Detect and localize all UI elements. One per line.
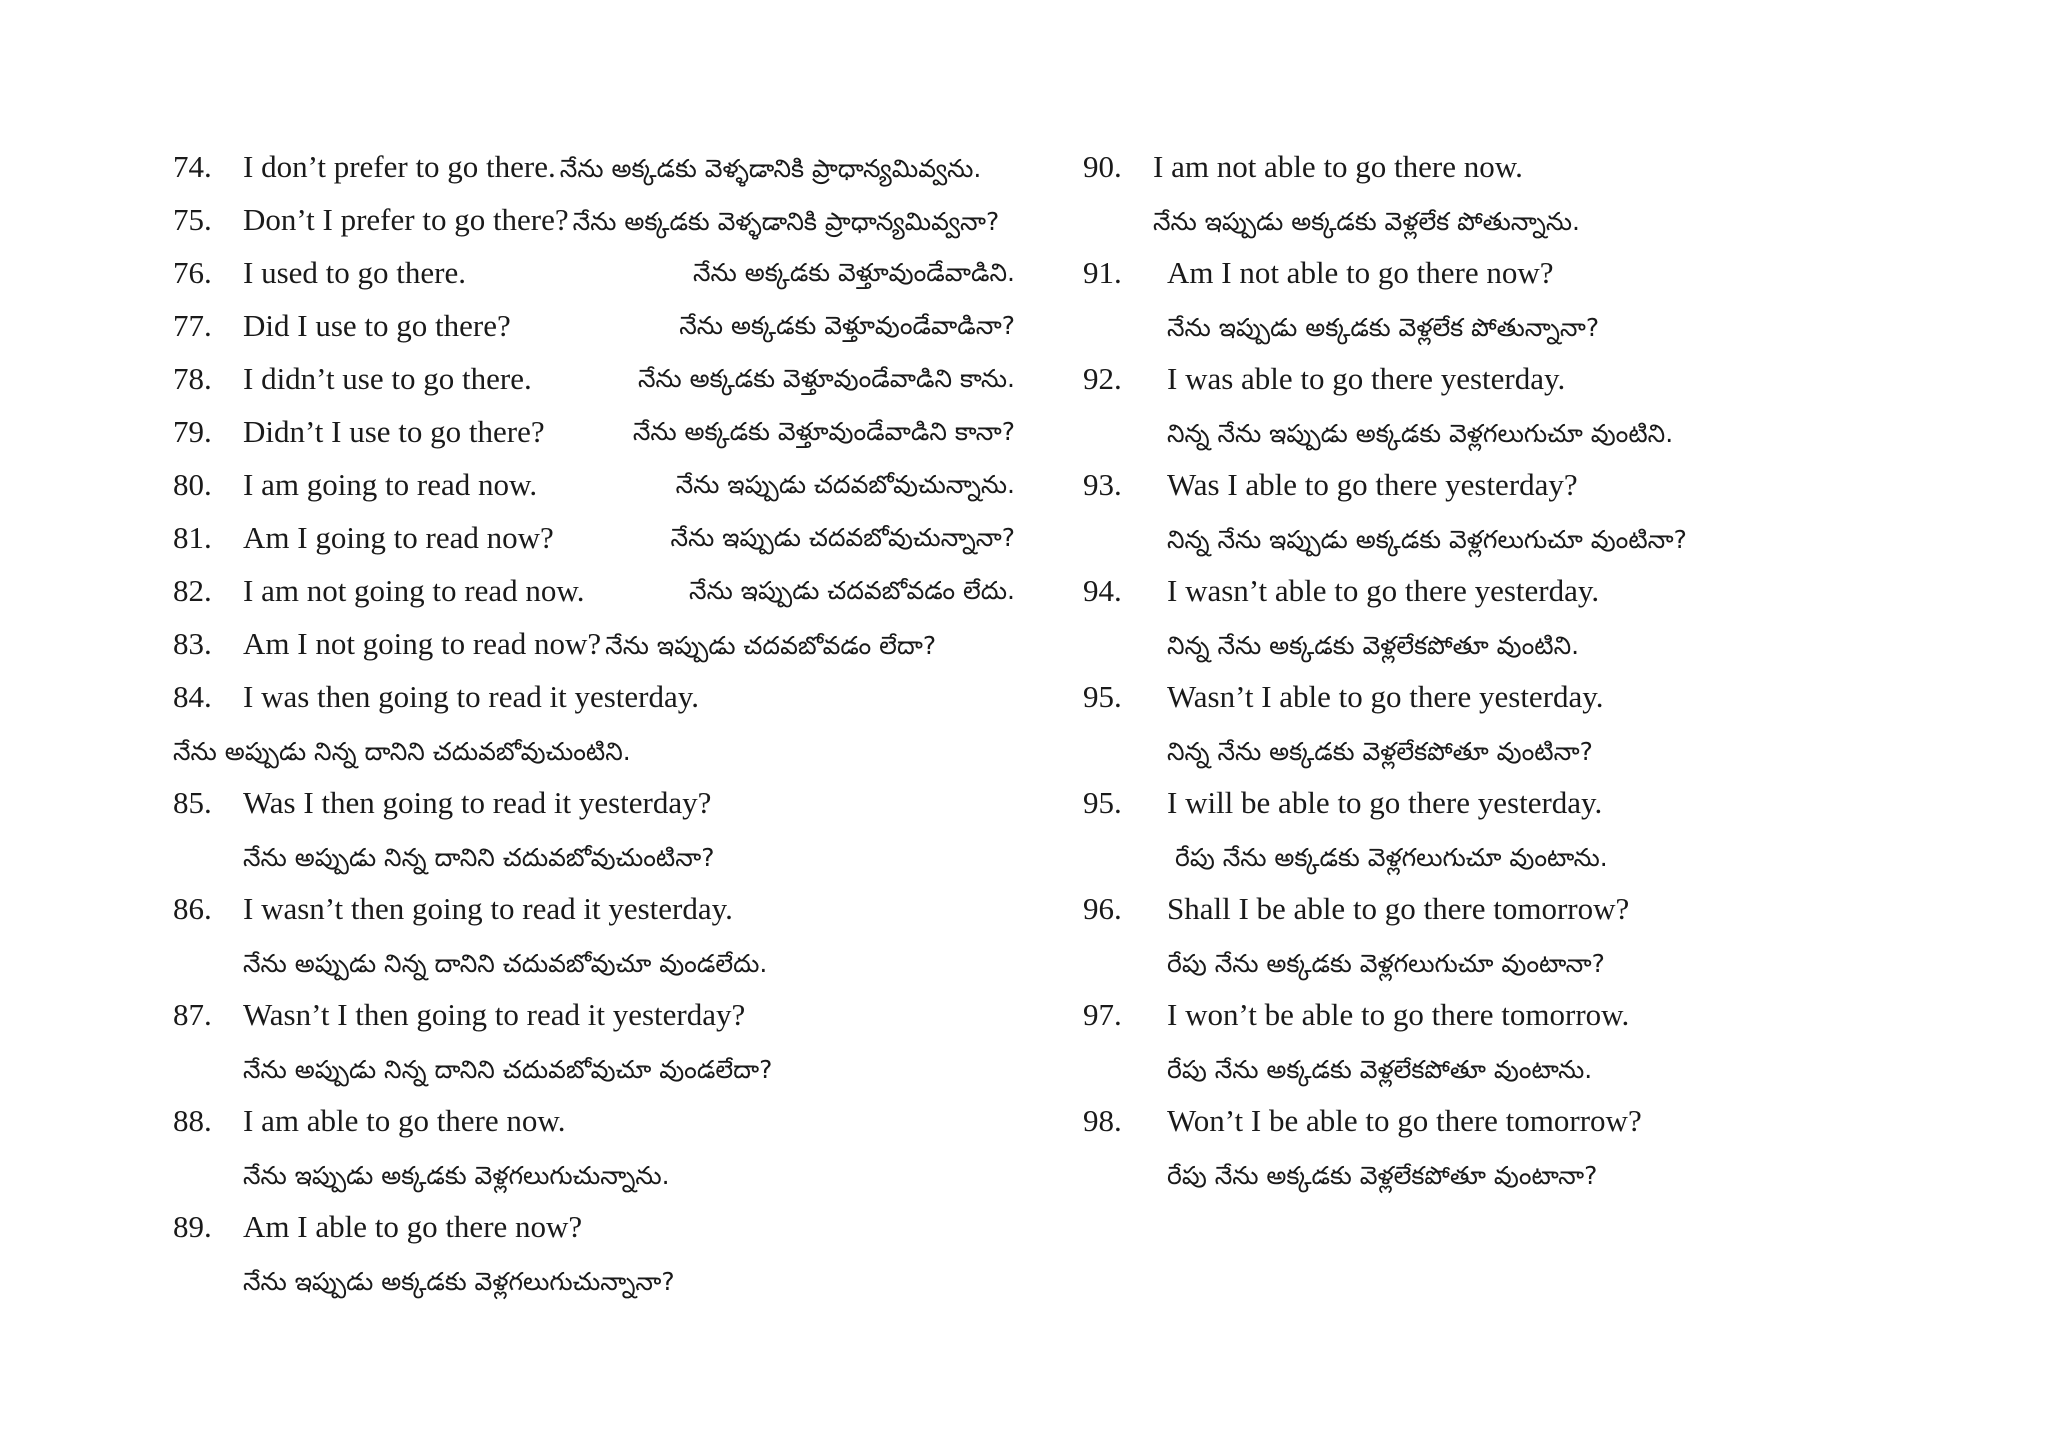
- telugu-translation: నేను అప్పుడు నిన్న దానిని చదువబోవుచూ వుండలేదు.: [243, 949, 768, 978]
- sentence-line: [1083, 882, 1883, 935]
- telugu-translation: నేను అక్కడకు వెళ్తూవుండేవాడిని.: [693, 258, 1015, 287]
- sentence-line: [1083, 246, 1883, 299]
- sentence-line: [1083, 352, 1883, 405]
- left-column: [173, 140, 1033, 1306]
- translation-line: [1083, 617, 1883, 670]
- english-sentence: Was I then going to read it yesterday?: [243, 785, 712, 820]
- telugu-translation: నేను ఇప్పుడు చదవబోవుచున్నాను.: [675, 470, 1015, 499]
- telugu-translation: నేను ఇప్పుడు చదవబోవుచున్నానా?: [670, 523, 1015, 552]
- translation-line: [173, 829, 1033, 882]
- sentence-number: 74.: [173, 149, 212, 184]
- translation-line: [173, 1253, 1033, 1306]
- sentence-line: [173, 988, 1033, 1041]
- english-sentence: Wasn’t I able to go there yesterday.: [1167, 679, 1604, 714]
- telugu-translation: నిన్న నేను అక్కడకు వెళ్లలేకపోతూ వుంటిని.: [1167, 631, 1580, 660]
- sentence-line: [173, 405, 1033, 458]
- sentence-number: 77.: [173, 308, 212, 343]
- translation-line: [1083, 829, 1883, 882]
- english-sentence: I wasn’t able to go there yesterday.: [1167, 573, 1600, 608]
- telugu-translation: నేను అక్కడకు వెళ్తూవుండేవాడినా?: [679, 311, 1015, 340]
- sentence-line: [173, 670, 1033, 723]
- sentence-number: 93.: [1083, 467, 1122, 502]
- english-sentence: Did I use to go there?: [243, 308, 511, 343]
- sentence-line: [173, 193, 1033, 246]
- translation-line: [1083, 1041, 1883, 1094]
- english-sentence: Am I able to go there now?: [243, 1209, 583, 1244]
- sentence-line: [173, 352, 1033, 405]
- sentence-line: [1083, 564, 1883, 617]
- sentence-number: 75.: [173, 202, 212, 237]
- english-sentence: I didn’t use to go there.: [243, 361, 532, 396]
- sentence-number: 86.: [173, 891, 212, 926]
- telugu-translation: నేను అక్కడకు వెళ్ళడానికి ప్రాధాన్యమివ్వనా?: [572, 207, 1000, 236]
- translation-line: [1083, 723, 1883, 776]
- sentence-line: [1083, 988, 1883, 1041]
- telugu-translation: నేను ఇప్పుడు అక్కడకు వెళ్లలేక పోతున్నాను.: [1153, 207, 1580, 236]
- english-sentence: Didn’t I use to go there?: [243, 414, 545, 449]
- telugu-translation: నేను ఇప్పుడు అక్కడకు వెళ్లలేక పోతున్నానా?: [1167, 313, 1600, 342]
- english-sentence: Shall I be able to go there tomorrow?: [1167, 891, 1630, 926]
- telugu-translation: నిన్న నేను ఇప్పుడు అక్కడకు వెళ్లగలుగుచూ వుంటినా?: [1167, 525, 1687, 554]
- english-sentence: I was able to go there yesterday.: [1167, 361, 1566, 396]
- telugu-translation: నేను అప్పుడు నిన్న దానిని చదువబోవుచుంటిని.: [173, 737, 631, 766]
- sentence-number: 79.: [173, 414, 212, 449]
- translation-line: [173, 1147, 1033, 1200]
- sentence-number: 94.: [1083, 573, 1122, 608]
- telugu-translation: నేను అక్కడకు వెళ్ళడానికి ప్రాధాన్యమివ్వను.: [559, 154, 982, 183]
- translation-line: [1083, 1147, 1883, 1200]
- translation-line: [1083, 299, 1883, 352]
- telugu-translation: నిన్న నేను అక్కడకు వెళ్లలేకపోతూ వుంటినా?: [1167, 737, 1593, 766]
- right-column: [1083, 140, 1883, 1200]
- sentence-number: 98.: [1083, 1103, 1122, 1138]
- sentence-line: [1083, 140, 1883, 193]
- english-sentence: I will be able to go there yesterday.: [1167, 785, 1603, 820]
- telugu-translation: నేను ఇప్పుడు చదవబోవడం లేదు.: [689, 576, 1015, 605]
- translation-line: [1083, 193, 1883, 246]
- sentence-number: 89.: [173, 1209, 212, 1244]
- sentence-number: 80.: [173, 467, 212, 502]
- english-sentence: I am not able to go there now.: [1153, 149, 1523, 184]
- english-sentence: I won’t be able to go there tomorrow.: [1167, 997, 1630, 1032]
- translation-line: [1083, 405, 1883, 458]
- telugu-translation: రేపు నేను అక్కడకు వెళ్లలేకపోతూ వుంటానా?: [1167, 1161, 1598, 1190]
- sentence-number: 82.: [173, 573, 212, 608]
- sentence-line: [173, 299, 1033, 352]
- sentence-number: 85.: [173, 785, 212, 820]
- telugu-translation: నేను అప్పుడు నిన్న దానిని చదువబోవుచుంటినా?: [243, 843, 715, 872]
- sentence-line: [1083, 670, 1883, 723]
- english-sentence: Don’t I prefer to go there?: [243, 202, 569, 237]
- english-sentence: I am not going to read now.: [243, 573, 585, 608]
- sentence-number: 90.: [1083, 149, 1122, 184]
- telugu-translation: నిన్న నేను ఇప్పుడు అక్కడకు వెళ్లగలుగుచూ వుంటిని.: [1167, 419, 1674, 448]
- sentence-line: [173, 1200, 1033, 1253]
- english-sentence: Am I going to read now?: [243, 520, 554, 555]
- translation-line: [1083, 511, 1883, 564]
- english-sentence: Wasn’t I then going to read it yesterday?: [243, 997, 746, 1032]
- translation-line: [1083, 935, 1883, 988]
- sentence-line: [173, 246, 1033, 299]
- sentence-number: 81.: [173, 520, 212, 555]
- sentence-line: [173, 882, 1033, 935]
- telugu-translation: నేను ఇప్పుడు అక్కడకు వెళ్లగలుగుచున్నాను.: [243, 1161, 670, 1190]
- telugu-translation: నేను అప్పుడు నిన్న దానిని చదువబోవుచూ వుండలేదా?: [243, 1055, 773, 1084]
- sentence-number: 95.: [1083, 785, 1122, 820]
- english-sentence: I was then going to read it yesterday.: [243, 679, 699, 714]
- english-sentence: Was I able to go there yesterday?: [1167, 467, 1578, 502]
- sentence-line: [173, 140, 1033, 193]
- telugu-translation: రేపు నేను అక్కడకు వెళ్లగలుగుచూ వుంటాను.: [1175, 843, 1608, 872]
- sentence-line: [173, 1094, 1033, 1147]
- telugu-translation: నేను ఇప్పుడు చదవబోవడం లేదా?: [605, 631, 937, 660]
- translation-line: [173, 935, 1033, 988]
- sentence-line: [173, 511, 1033, 564]
- telugu-translation: నేను అక్కడకు వెళ్తూవుండేవాడిని కానా?: [632, 417, 1015, 446]
- sentence-line: [173, 458, 1033, 511]
- english-sentence: Won’t I be able to go there tomorrow?: [1167, 1103, 1642, 1138]
- sentence-line: [1083, 458, 1883, 511]
- sentence-number: 92.: [1083, 361, 1122, 396]
- sentence-number: 76.: [173, 255, 212, 290]
- sentence-line: [1083, 1094, 1883, 1147]
- sentence-number: 91.: [1083, 255, 1122, 290]
- english-sentence: I am able to go there now.: [243, 1103, 566, 1138]
- english-sentence: I wasn’t then going to read it yesterday.: [243, 891, 733, 926]
- sentence-number: 83.: [173, 626, 212, 661]
- english-sentence: I used to go there.: [243, 255, 466, 290]
- telugu-translation: నేను ఇప్పుడు అక్కడకు వెళ్లగలుగుచున్నానా?: [243, 1267, 675, 1296]
- english-sentence: I don’t prefer to go there.: [243, 149, 556, 184]
- translation-line: [173, 723, 1033, 776]
- translation-line: [173, 1041, 1033, 1094]
- sentence-line: [173, 564, 1033, 617]
- sentence-number: 95.: [1083, 679, 1122, 714]
- telugu-translation: రేపు నేను అక్కడకు వెళ్లలేకపోతూ వుంటాను.: [1167, 1055, 1593, 1084]
- sentence-number: 97.: [1083, 997, 1122, 1032]
- sentence-line: [1083, 776, 1883, 829]
- sentence-number: 87.: [173, 997, 212, 1032]
- sentence-line: [173, 776, 1033, 829]
- telugu-translation: నేను అక్కడకు వెళ్తూవుండేవాడిని కాను.: [637, 364, 1015, 393]
- sentence-number: 84.: [173, 679, 212, 714]
- sentence-number: 78.: [173, 361, 212, 396]
- sentence-number: 96.: [1083, 891, 1122, 926]
- sentence-number: 88.: [173, 1103, 212, 1138]
- english-sentence: Am I not able to go there now?: [1167, 255, 1554, 290]
- telugu-translation: రేపు నేను అక్కడకు వెళ్లగలుగుచూ వుంటానా?: [1167, 949, 1605, 978]
- english-sentence: I am going to read now.: [243, 467, 538, 502]
- english-sentence: Am I not going to read now?: [243, 626, 602, 661]
- sentence-line: [173, 617, 1033, 670]
